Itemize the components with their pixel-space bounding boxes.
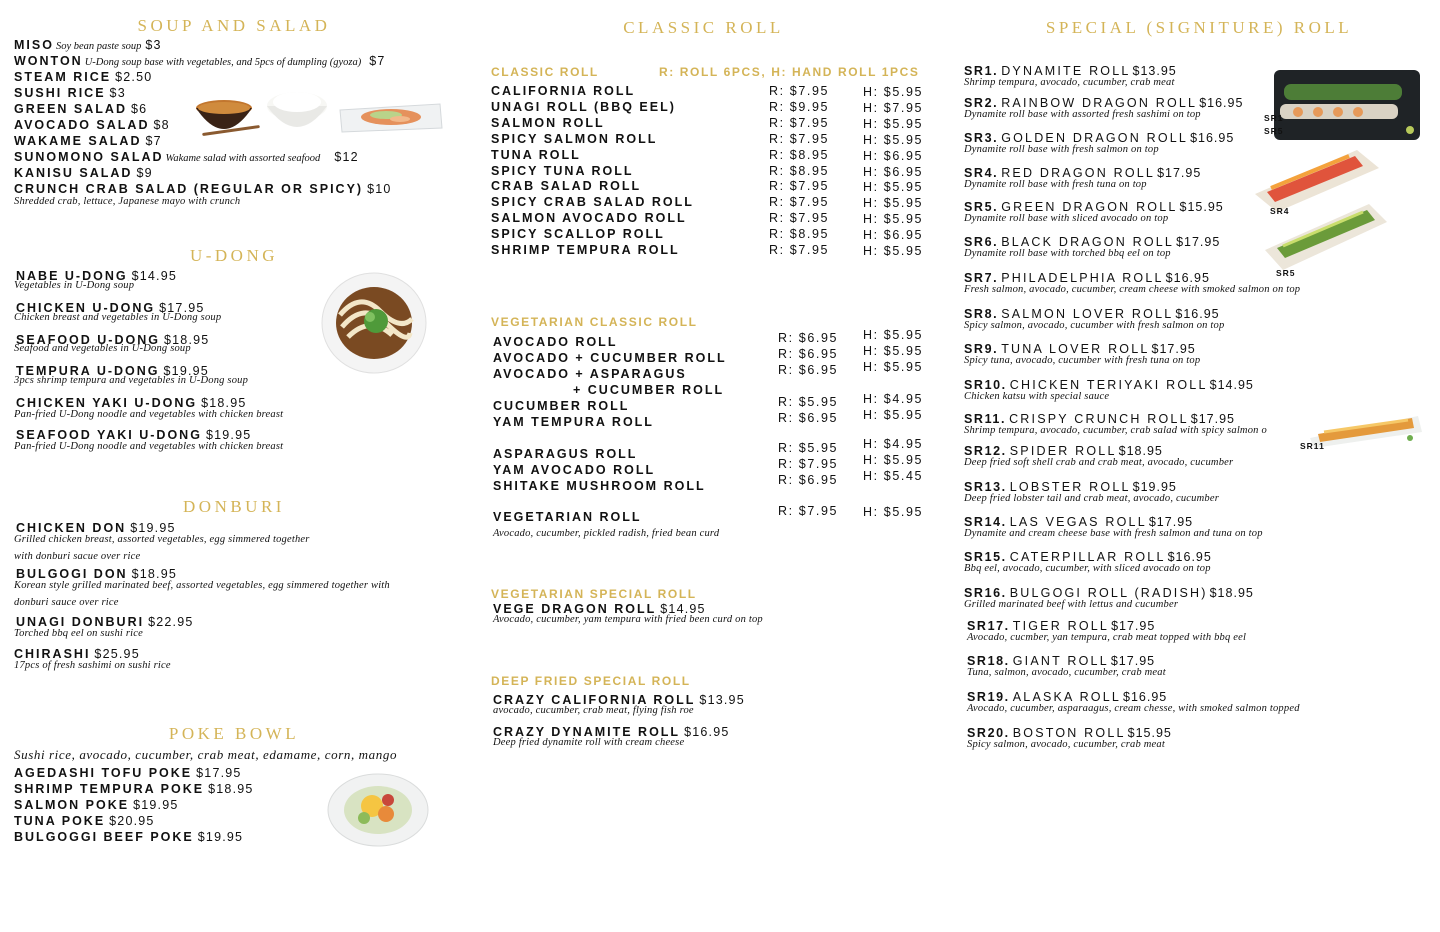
special-roll-item bbox=[964, 64, 1177, 78]
special-roll-name: GIANT ROLL bbox=[1012, 654, 1109, 668]
veg-item-avocado-asparagus: AVOCADO + ASPARAGUS bbox=[493, 367, 687, 381]
special-roll-item bbox=[967, 654, 1155, 668]
chicken-don-desc-1: Grilled chicken breast, assorted vegetables, egg simmered together bbox=[14, 534, 310, 545]
classic-roll-name: SALMON AVOCADO ROLL bbox=[491, 211, 687, 226]
menu-item-bulgogi-don: BULGOGI DON $18.95 bbox=[16, 567, 178, 581]
veg-price-h: H: $4.95 bbox=[863, 392, 924, 406]
special-roll-name: BOSTON ROLL bbox=[1012, 726, 1126, 740]
menu-item-seafood-yaki-udong: SEAFOOD YAKI U-DONG $19.95 bbox=[16, 428, 252, 442]
menu-item-sunomono-salad: SUNOMONO SALAD Wakame salad with assorted seafood $12 bbox=[14, 150, 359, 164]
photo-tag-sr1: SR1 bbox=[1264, 113, 1284, 123]
sr5-photo bbox=[1263, 200, 1389, 272]
special-roll-name: ALASKA ROLL bbox=[1012, 690, 1122, 704]
special-roll-item bbox=[964, 235, 1220, 249]
classic-roll-name: UNAGI ROLL (BBQ EEL) bbox=[491, 99, 676, 114]
classic-roll-item bbox=[491, 243, 680, 257]
special-roll-item bbox=[964, 378, 1254, 392]
veg-price-h: H: $4.95 bbox=[863, 437, 924, 451]
special-roll-name: LOBSTER ROLL bbox=[1009, 480, 1131, 494]
soup-salad-title: SOUP AND SALAD bbox=[137, 16, 331, 35]
classic-roll-name: SPICY SCALLOP ROLL bbox=[491, 227, 665, 242]
veg-item-avocado-cucumber-roll: AVOCADO + CUCUMBER ROLL bbox=[493, 351, 727, 365]
veg-price-r: R: $6.95 bbox=[778, 473, 839, 487]
classic-roll-price-h: H: $6.95 bbox=[863, 164, 924, 179]
menu-item-chicken-udong: CHICKEN U-DONG $17.95 bbox=[16, 301, 205, 315]
classic-roll-name: SPICY TUNA ROLL bbox=[491, 163, 634, 178]
special-roll-code: SR1. bbox=[964, 64, 999, 78]
special-roll-price: $17.95 bbox=[1176, 235, 1221, 249]
photo-tag-sr5: SR5 bbox=[1264, 126, 1284, 136]
classic-roll-price-h: H: $5.95 bbox=[863, 132, 924, 147]
special-roll-item bbox=[967, 690, 1167, 704]
special-roll-code: SR12. bbox=[964, 444, 1007, 458]
special-roll-name: BULGOGI ROLL (RADISH) bbox=[1009, 586, 1208, 600]
special-roll-price: $17.95 bbox=[1151, 342, 1196, 356]
menu-item-nabe-udong: NABE U-DONG $14.95 bbox=[16, 269, 178, 283]
veg-price-r: R: $7.95 bbox=[778, 457, 839, 471]
special-roll-price: $16.95 bbox=[1190, 131, 1235, 145]
special-roll-code: SR13. bbox=[964, 480, 1007, 494]
green-salad-photo bbox=[336, 100, 446, 134]
menu-item-unagi-donburi: UNAGI DONBURI $22.95 bbox=[16, 615, 194, 629]
menu-item-tempura-udong: TEMPURA U-DONG $19.95 bbox=[16, 364, 209, 378]
classic-roll-item bbox=[491, 116, 605, 130]
special-roll-desc: Dynamite roll base with assorted fresh sashimi on top bbox=[964, 109, 1201, 120]
sr1-sr5-photo bbox=[1262, 66, 1422, 144]
chicken-yaki-udong-desc: Pan-fried U-Dong noodle and vegetables with chicken breast bbox=[14, 409, 284, 420]
special-roll-desc: Spicy salmon, avocado, cucumber with fresh salmon on top bbox=[964, 320, 1225, 331]
special-roll-price: $16.95 bbox=[1199, 96, 1244, 110]
vege-dragon-desc: Avocado, cucumber, yam tempura with fried been curd on top bbox=[493, 614, 763, 625]
sr11-photo bbox=[1308, 408, 1424, 450]
special-roll-code: SR9. bbox=[964, 342, 999, 356]
special-roll-name: TIGER ROLL bbox=[1012, 619, 1110, 633]
special-roll-desc: Spicy tuna, avocado, cucumber with fresh tuna on top bbox=[964, 355, 1201, 366]
left-column bbox=[14, 0, 454, 932]
special-roll-desc: Tuna, salmon, avocado, cucumber, crab meat bbox=[967, 667, 1166, 678]
menu-item-wakame-salad: WAKAME SALAD $7 bbox=[14, 134, 162, 148]
special-roll-desc: Avocado, cucmber, yan tempura, crab meat topped with bbq eel bbox=[967, 632, 1247, 643]
special-roll-code: SR14. bbox=[964, 515, 1007, 529]
special-roll-item bbox=[964, 271, 1210, 285]
special-roll-code: SR6. bbox=[964, 235, 999, 249]
special-roll-name: LAS VEGAS ROLL bbox=[1009, 515, 1147, 529]
special-roll-price: $18.95 bbox=[1209, 586, 1254, 600]
veg-price-r: R: $7.95 bbox=[778, 504, 839, 518]
special-roll-item bbox=[964, 480, 1177, 494]
veg-price-h: H: $5.95 bbox=[863, 408, 924, 422]
menu-item-wonton: WONTON U-Dong soup base with vegetables, and 5pcs of dumpling (gyoza) $7 bbox=[14, 54, 386, 68]
special-roll-desc: Shrimp tempura, avocado, cucumber, crab salad with spicy salmon o bbox=[964, 425, 1267, 436]
special-roll-price: $16.95 bbox=[1123, 690, 1168, 704]
veg-price-h: H: $5.95 bbox=[863, 344, 924, 358]
special-roll-desc: Bbq eel, avocado, cucumber, with sliced avocado on top bbox=[964, 563, 1211, 574]
deep-fried-title: DEEP FRIED SPECIAL ROLL bbox=[491, 674, 691, 688]
classic-roll-price-h: H: $5.95 bbox=[863, 212, 924, 227]
veg-price-h: H: $5.95 bbox=[863, 505, 924, 519]
classic-roll-price-h: H: $5.95 bbox=[863, 85, 924, 99]
vegetarian-roll-desc: Avocado, cucumber, pickled radish, fried bean curd bbox=[493, 528, 720, 539]
unagi-donburi-desc: Torched bbq eel on sushi rice bbox=[14, 628, 143, 639]
special-roll-item bbox=[967, 726, 1172, 740]
bulgogi-don-desc-2: donburi sauce over rice bbox=[14, 597, 119, 608]
special-roll-desc: Spicy salmon, avocado, cucumber, crab meat bbox=[967, 739, 1165, 750]
special-roll-item bbox=[964, 307, 1220, 321]
special-roll-name: CRISPY CRUNCH ROLL bbox=[1009, 412, 1189, 426]
veg-special-title: VEGETARIAN SPECIAL ROLL bbox=[491, 587, 697, 601]
classic-roll-item bbox=[491, 227, 665, 241]
special-roll-price: $16.95 bbox=[1175, 307, 1220, 321]
classic-roll-name: SALMON ROLL bbox=[491, 115, 605, 130]
special-roll-code: SR11. bbox=[964, 412, 1007, 426]
special-roll-code: SR15. bbox=[964, 550, 1007, 564]
menu-item-crazy-dynamite-roll: CRAZY DYNAMITE ROLL $16.95 bbox=[493, 725, 730, 739]
classic-roll-price-h: H: $5.95 bbox=[863, 196, 924, 211]
special-roll-name: CATERPILLAR ROLL bbox=[1009, 550, 1166, 564]
photo-tag-sr4: SR4 bbox=[1270, 206, 1290, 216]
special-roll-desc: Dynamite roll base with fresh salmon on top bbox=[964, 144, 1159, 155]
crazy-california-desc: avocado, cucumber, crab meat, flying fish roe bbox=[493, 705, 694, 716]
classic-roll-price-h: H: $7.95 bbox=[863, 100, 924, 115]
menu-item-chirashi: CHIRASHI $25.95 bbox=[14, 647, 140, 661]
special-roll-code: SR2. bbox=[964, 96, 999, 110]
photo-tag-sr5-second: SR5 bbox=[1276, 268, 1296, 278]
classic-roll-price-h: H: $5.95 bbox=[863, 244, 924, 258]
special-roll-desc: Deep fried lobster tail and crab meat, avocado, cucumber bbox=[964, 493, 1219, 504]
veg-item-yam-avocado-roll: YAM AVOCADO ROLL bbox=[493, 463, 656, 477]
classic-roll-price-r: R: $7.95 bbox=[769, 195, 830, 210]
menu-item-shrimp-tempura-poke: SHRIMP TEMPURA POKE $18.95 bbox=[14, 782, 254, 796]
veg-price-r: R: $5.95 bbox=[778, 441, 839, 455]
veg-item-avocado-roll: AVOCADO ROLL bbox=[493, 335, 618, 349]
miso-rice-bowls-photo bbox=[194, 88, 334, 148]
classic-roll-item bbox=[491, 100, 676, 114]
special-roll-price: $13.95 bbox=[1132, 64, 1177, 78]
special-roll-name: GREEN DRAGON ROLL bbox=[1001, 200, 1178, 214]
menu-item-miso: MISO Soy bean paste soup $3 bbox=[14, 38, 162, 52]
special-roll-desc: Dynamite roll base with sliced avocado on top bbox=[964, 213, 1169, 224]
special-roll-item bbox=[964, 586, 1254, 600]
classic-roll-price-r: R: $7.95 bbox=[769, 211, 830, 226]
menu-item-crunch-crab-salad: CRUNCH CRAB SALAD (REGULAR OR SPICY) $10 bbox=[14, 182, 392, 196]
special-roll-item bbox=[964, 131, 1234, 145]
veg-price-r: R: $6.95 bbox=[778, 363, 839, 377]
right-column bbox=[964, 0, 1434, 932]
classic-roll-price-r: R: $7.95 bbox=[769, 84, 830, 98]
veg-price-r: R: $5.95 bbox=[778, 395, 839, 409]
seafood-udong-desc: Seafood and vegetables in U-Dong soup bbox=[14, 343, 191, 354]
crunch-crab-desc: Shredded crab, lettuce, Japanese mayo with crunch bbox=[14, 196, 241, 207]
classic-roll-name: SHRIMP TEMPURA ROLL bbox=[491, 243, 680, 257]
nabe-udong-desc: Vegetables in U-Dong soup bbox=[14, 280, 135, 291]
special-roll-code: SR7. bbox=[964, 271, 999, 285]
special-roll-desc: Avocado, cucumber, asparaagus, cream chesse, with smoked salmon topped bbox=[967, 703, 1300, 714]
special-roll-item bbox=[964, 550, 1212, 564]
classic-roll-subtitle: CLASSIC ROLL bbox=[491, 65, 599, 79]
classic-roll-price-r: R: $9.95 bbox=[769, 99, 830, 114]
special-roll-code: SR19. bbox=[967, 690, 1010, 704]
menu-item-sushi-rice: SUSHI RICE $3 bbox=[14, 86, 126, 100]
special-roll-code: SR3. bbox=[964, 131, 999, 145]
special-roll-name: RED DRAGON ROLL bbox=[1001, 166, 1156, 180]
special-roll-name: CHICKEN TERIYAKI ROLL bbox=[1009, 378, 1208, 392]
special-roll-desc: Dynamite roll base with torched bbq eel on top bbox=[964, 248, 1171, 259]
crazy-dynamite-desc: Deep fried dynamite roll with cream cheese bbox=[493, 737, 685, 748]
veg-price-r: R: $6.95 bbox=[778, 411, 839, 425]
veg-item-yam-tempura-roll: YAM TEMPURA ROLL bbox=[493, 415, 654, 429]
classic-roll-price-r: R: $7.95 bbox=[769, 179, 830, 194]
special-roll-code: SR18. bbox=[967, 654, 1010, 668]
veg-item-shitake-mushroom-roll: SHITAKE MUSHROOM ROLL bbox=[493, 479, 706, 493]
special-roll-desc: Chicken katsu with special sauce bbox=[964, 391, 1110, 402]
special-roll-name: PHILADELPHIA ROLL bbox=[1001, 271, 1164, 285]
classic-roll-item bbox=[491, 132, 657, 146]
special-roll-price: $18.95 bbox=[1118, 444, 1163, 458]
menu-item-kanisu-salad: KANISU SALAD $9 bbox=[14, 166, 153, 180]
menu-item-steam-rice: STEAM RICE $2.50 bbox=[14, 70, 153, 84]
tempura-udong-desc: 3pcs shrimp tempura and vegetables in U-Dong soup bbox=[14, 375, 249, 386]
menu-item-salmon-poke: SALMON POKE $19.95 bbox=[14, 798, 179, 812]
menu-item-vege-dragon-roll: VEGE DRAGON ROLL $14.95 bbox=[493, 602, 706, 616]
special-roll-desc: Dynamite roll base with fresh tuna on top bbox=[964, 179, 1147, 190]
special-roll-code: SR16. bbox=[964, 586, 1007, 600]
special-roll-desc: Dynamite and cream cheese base with fresh salmon and tuna on top bbox=[964, 528, 1263, 539]
special-roll-price: $16.95 bbox=[1167, 550, 1212, 564]
special-roll-price: $16.95 bbox=[1165, 271, 1210, 285]
veg-price-h: H: $5.95 bbox=[863, 328, 924, 342]
special-roll-code: SR17. bbox=[967, 619, 1010, 633]
special-roll-name: GOLDEN DRAGON ROLL bbox=[1001, 131, 1189, 145]
veg-item-asparagus-roll: ASPARAGUS ROLL bbox=[493, 447, 638, 461]
special-roll-item bbox=[964, 166, 1201, 180]
udong-title: U-DONG bbox=[189, 246, 279, 265]
classic-roll-price-h: H: $6.95 bbox=[863, 228, 924, 243]
special-roll-name: DYNAMITE ROLL bbox=[1001, 64, 1131, 78]
classic-roll-price-r: R: $7.95 bbox=[769, 115, 830, 130]
special-roll-price: $17.95 bbox=[1157, 166, 1202, 180]
special-roll-desc: Deep fried soft shell crab and crab meat, avocado, cucumber bbox=[964, 457, 1234, 468]
classic-roll-item bbox=[491, 195, 694, 209]
classic-roll-price-h: H: $5.95 bbox=[863, 116, 924, 131]
classic-roll-name: SPICY SALMON ROLL bbox=[491, 131, 658, 146]
special-roll-item bbox=[967, 619, 1155, 633]
classic-roll-price-h: H: $5.95 bbox=[863, 180, 924, 195]
special-roll-name: BLACK DRAGON ROLL bbox=[1001, 235, 1175, 249]
special-roll-desc: Fresh salmon, avocado, cucumber, cream cheese with smoked salmon on top bbox=[964, 284, 1301, 295]
classic-roll-item bbox=[491, 164, 634, 178]
menu-item-bulgoggi-beef-poke: BULGOGGI BEEF POKE $19.95 bbox=[14, 830, 244, 844]
classic-roll-name: SPICY CRAB SALAD ROLL bbox=[491, 195, 694, 210]
special-roll-code: SR8. bbox=[964, 307, 999, 321]
special-roll-desc: Shrimp tempura, avocado, cucumber, crab meat bbox=[964, 77, 1175, 88]
special-roll-code: SR4. bbox=[964, 166, 999, 180]
seafood-yaki-udong-desc: Pan-fried U-Dong noodle and vegetables with chicken breast bbox=[14, 441, 284, 452]
menu-item-chicken-yaki-udong: CHICKEN YAKI U-DONG $18.95 bbox=[16, 396, 247, 410]
special-roll-item bbox=[964, 200, 1224, 214]
veg-price-h: H: $5.95 bbox=[863, 453, 924, 467]
photo-tag-sr11: SR11 bbox=[1300, 441, 1325, 451]
classic-roll-title: CLASSIC ROLL bbox=[623, 18, 784, 37]
special-roll-code: SR10. bbox=[964, 378, 1007, 392]
chicken-udong-desc: Chicken breast and vegetables in U-Dong soup bbox=[14, 312, 222, 323]
special-roll-item bbox=[964, 515, 1193, 529]
udong-bowl-photo bbox=[320, 271, 428, 375]
special-roll-title: SPECIAL (SIGNITURE) ROLL bbox=[1045, 18, 1353, 37]
special-roll-name: SPIDER ROLL bbox=[1009, 444, 1117, 458]
special-roll-price: $17.95 bbox=[1110, 654, 1156, 668]
menu-item-avocado-salad: AVOCADO SALAD $8 bbox=[14, 118, 170, 132]
poke-bowl-title: POKE BOWL bbox=[168, 724, 300, 743]
veg-price-h: H: $5.95 bbox=[863, 360, 924, 374]
classic-roll-item bbox=[491, 179, 641, 193]
classic-roll-price-r: R: $8.95 bbox=[769, 163, 830, 178]
poke-bowl-photo bbox=[326, 772, 430, 848]
veg-price-r: R: $6.95 bbox=[778, 347, 839, 361]
veg-item-avocado-asparagus-line2: + CUCUMBER ROLL bbox=[573, 383, 725, 397]
veg-item-cucumber-roll: CUCUMBER ROLL bbox=[493, 399, 630, 413]
special-roll-price: $17.95 bbox=[1148, 515, 1194, 529]
classic-roll-price-r: R: $8.95 bbox=[769, 227, 830, 242]
special-roll-price: $15.95 bbox=[1179, 200, 1224, 214]
classic-roll-item bbox=[491, 84, 635, 98]
poke-bowl-intro: Sushi rice, avocado, cucumber, crab meat, edamame, corn, mango bbox=[14, 747, 398, 762]
chicken-don-desc-2: with donburi sacue over rice bbox=[14, 551, 141, 562]
special-roll-price: $15.95 bbox=[1127, 726, 1172, 740]
classic-roll-name: CALIFORNIA ROLL bbox=[491, 84, 636, 98]
special-roll-item bbox=[964, 96, 1243, 110]
special-roll-code: SR5. bbox=[964, 200, 999, 214]
classic-roll-price-r: R: $8.95 bbox=[769, 147, 830, 162]
special-roll-item bbox=[964, 342, 1196, 356]
veg-item-vegetarian-roll: VEGETARIAN ROLL bbox=[493, 510, 642, 524]
menu-item-agedashi-tofu-poke: AGEDASHI TOFU POKE $17.95 bbox=[14, 766, 242, 780]
classic-roll-name: TUNA ROLL bbox=[491, 147, 581, 162]
menu-item-crazy-california-roll: CRAZY CALIFORNIA ROLL $13.95 bbox=[493, 693, 745, 707]
menu-item-green-salad: GREEN SALAD $6 bbox=[14, 102, 148, 116]
menu-item-seafood-udong: SEAFOOD U-DONG $18.95 bbox=[16, 333, 210, 347]
menu-item-tuna-poke: TUNA POKE $20.95 bbox=[14, 814, 155, 828]
chirashi-desc: 17pcs of fresh sashimi on sushi rice bbox=[14, 660, 171, 671]
special-roll-code: SR20. bbox=[967, 726, 1010, 740]
special-roll-name: TUNA LOVER ROLL bbox=[1001, 342, 1150, 356]
classic-roll-item bbox=[491, 211, 687, 225]
classic-roll-price-h: H: $6.95 bbox=[863, 148, 924, 163]
special-roll-price: $17.95 bbox=[1190, 412, 1235, 426]
special-roll-name: RAINBOW DRAGON ROLL bbox=[1001, 96, 1198, 110]
donburi-title: DONBURI bbox=[183, 497, 285, 516]
classic-roll-price-r: R: $7.95 bbox=[769, 131, 830, 146]
classic-roll-name: CRAB SALAD ROLL bbox=[491, 179, 642, 194]
classic-roll-legend: R: ROLL 6PCS, H: HAND ROLL 1PCS bbox=[659, 65, 920, 79]
special-roll-desc: Grilled marinated beef with lettus and cucumber bbox=[964, 599, 1179, 610]
special-roll-item bbox=[964, 444, 1163, 458]
veg-price-r: R: $6.95 bbox=[778, 331, 839, 345]
classic-roll-price-r: R: $7.95 bbox=[769, 243, 830, 257]
menu-item-chicken-don: CHICKEN DON $19.95 bbox=[16, 521, 176, 535]
special-roll-price: $19.95 bbox=[1132, 480, 1177, 494]
special-roll-price: $17.95 bbox=[1111, 619, 1156, 633]
bulgogi-don-desc-1: Korean style grilled marinated beef, assorted vegetables, egg simmered together with bbox=[14, 580, 390, 591]
special-roll-item bbox=[964, 412, 1235, 426]
special-roll-name: SALMON LOVER ROLL bbox=[1001, 307, 1174, 321]
veg-price-h: H: $5.45 bbox=[863, 469, 924, 483]
classic-roll-item bbox=[491, 148, 581, 162]
middle-column bbox=[491, 0, 946, 932]
special-roll-price: $14.95 bbox=[1209, 378, 1254, 392]
veg-classic-title: VEGETARIAN CLASSIC ROLL bbox=[491, 315, 698, 329]
